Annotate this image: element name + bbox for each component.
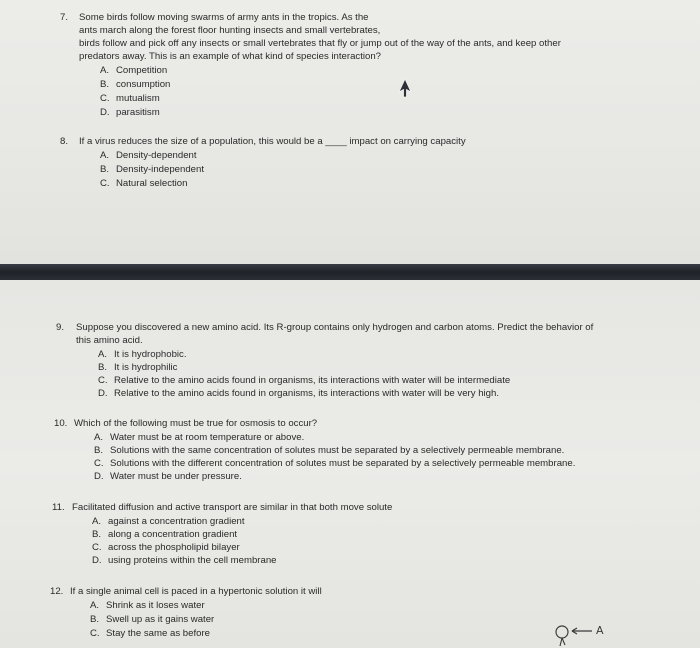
answer-option[interactable]: C. Natural selection [100,178,188,189]
question-stem-line: If a single animal cell is paced in a hypertonic solution it will [70,586,322,597]
question-stem-line: predators away. This is an example of what kind of species interaction? [79,51,382,62]
question-number: 9. [56,322,65,333]
question-stem-line: Some birds follow moving swarms of army ants in the tropics. As the [79,12,369,23]
question-stem-line: Facilitated diffusion and active transport are similar in that both move solute [72,502,393,513]
handwritten-annotation [552,620,612,648]
answer-option[interactable]: C. Solutions with the different concentration of solutes must be separated by a selectively permeable membrane. [94,458,576,469]
answer-option[interactable]: C. mutualism [100,93,160,104]
answer-option[interactable]: B. along a concentration gradient [92,529,238,540]
question-number: 7. [60,12,69,23]
answer-option[interactable]: A. It is hydrophobic. [98,349,187,360]
question-stem-line: Suppose you discovered a new amino acid. Its R-group contains only hydrogen and carbon atoms. Predict the behavior of [76,322,594,333]
question-stem-line: birds follow and pick off any insects or small vertebrates that fly or jump out of the way of the ants, and keep other [79,38,561,49]
answer-option[interactable]: B. Density-independent [100,164,205,175]
question-11 [52,502,612,572]
question-stem-line: ants march along the forest floor hunting insects and small vertebrates, [79,25,381,36]
question-number: 12. [50,586,64,597]
question-stem-line: If a virus reduces the size of a population, this would be a ____ impact on carrying capacity [79,136,466,147]
answer-option[interactable]: A. against a concentration gradient [92,516,245,527]
question-stem-line: Which of the following must be true for osmosis to occur? [74,418,318,429]
annotation-letter: A [596,624,604,637]
answer-option[interactable]: D. using proteins within the cell membrane [92,555,277,566]
answer-option[interactable]: C. Stay the same as before [90,628,210,639]
answer-option[interactable]: C. across the phospholipid bilayer [92,542,240,553]
answer-option[interactable]: C. Relative to the amino acids found in organisms, its interactions with water will be intermediate [98,375,511,386]
mouse-pointer-icon [398,78,412,98]
answer-option[interactable]: A. Density-dependent [100,150,197,161]
answer-option[interactable]: B. Solutions with the same concentration of solutes must be separated by a selectively permeable membrane. [94,445,565,456]
answer-option[interactable]: A. Competition [100,65,168,76]
answer-option[interactable]: A. Shrink as it loses water [90,600,205,611]
answer-option[interactable]: B. consumption [100,79,171,90]
question-stem-line: this amino acid. [76,335,143,346]
question-number: 8. [60,136,69,147]
question-number: 11. [52,502,65,513]
question-8 [60,136,620,192]
answer-option[interactable]: D. Water must be under pressure. [94,471,242,482]
page-gap [0,264,700,280]
question-number: 10. [54,418,68,429]
question-7 [60,12,620,122]
answer-option[interactable]: B. Swell up as it gains water [90,614,215,625]
question-12 [50,586,570,644]
question-9 [56,322,646,406]
answer-option[interactable]: A. Water must be at room temperature or above. [94,432,305,443]
answer-option[interactable]: D. parasitism [100,107,160,118]
answer-option[interactable]: B. It is hydrophilic [98,362,178,373]
question-10 [54,418,654,488]
answer-option[interactable]: D. Relative to the amino acids found in organisms, its interactions with water will be very high. [98,388,499,399]
